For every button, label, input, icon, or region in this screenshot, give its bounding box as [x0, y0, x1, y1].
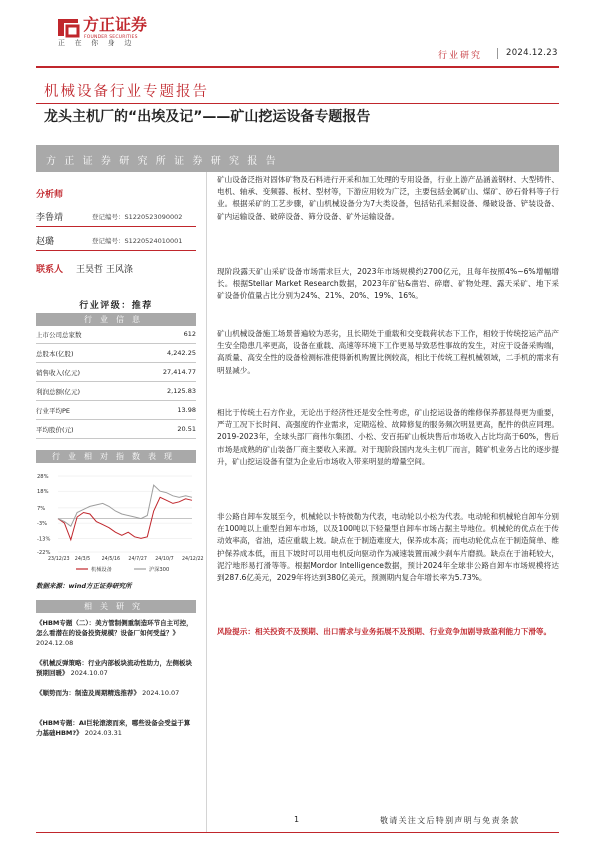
- slogan: 正在你身边: [58, 39, 141, 47]
- paragraph: 矿山设备泛指对固体矿物及石料进行开采和加工处理的专用设备，行业上游产品涵盖钢材、大型铸件、电机、轴承、变频器、板材、型材等，下游应用较为广泛，主要包括金属矿山、煤矿、砂石骨料等子行业。根据采矿的工艺步骤，矿山机械设备分为7大类设备，包括钻孔采掘设备、爆破设备、铲装设备、矿内运输设备、破碎设备、筛分设备、矿外运输设备。: [217, 175, 559, 221]
- info-key: 行业平均PE: [36, 407, 71, 415]
- info-row: [36, 384, 196, 401]
- chart-legend-label: 机械设备: [91, 567, 112, 573]
- info-value: 13.98: [177, 406, 196, 414]
- industry-rating: 行业评级：推荐: [79, 301, 153, 311]
- info-row: [36, 346, 196, 363]
- series-title: 机械设备行业专题报告: [44, 84, 209, 100]
- chart-x-tick: 24/3/5: [74, 557, 91, 562]
- analyst-reg: 登记编号：S1220524010001: [92, 237, 183, 245]
- relative-index-chart: [36, 470, 204, 578]
- chart-legend-label: 沪深300: [149, 567, 170, 573]
- info-key: 利润总额(亿元): [36, 388, 81, 396]
- report-title: 龙头主机厂的“出埃及记”——矿山挖运设备专题报告: [44, 109, 371, 125]
- info-value: 4,242.25: [167, 349, 196, 357]
- info-row: [36, 327, 196, 344]
- related-item-date: 2024.03.31: [84, 729, 122, 737]
- paragraph: 非公路自卸车发展至今，机械轮以卡特彼勒为代表，电动轮以小松为代表。电动轮和机械轮自卸车分别在100吨以上重型自卸车市场，以及100吨以下轻量型自卸车市场占据主导地位。机械轮的优点在于传动效率高，省油，适应重载上坡。缺点在于制造难度大，保养成本高；而电动轮优点在于制造简单、维护保养成本低，而且下坡时可以用电机反向驱动作为减速装置而减少刹车片磨损。缺点在于油耗较大，泥泞地形易打滑等等。根据Mordor Intelligence数据，预计2024年全球非公路自卸车市场规模将达到287.6亿美元，2029年将达到380亿美元，预测期内复合年增长率为5.73%。: [217, 512, 559, 583]
- info-row: [36, 422, 196, 439]
- related-item-title: 《HBM专题（二）：美方管制侧重制造环节自主可控，怎么看潜在的设备投资规模？设备厂如何受益？》: [36, 619, 193, 637]
- industry-info-title: 行业信息: [36, 313, 196, 326]
- related-item-date: 2024.12.08: [36, 639, 74, 647]
- chart-x-tick: 24/12/22: [182, 557, 204, 562]
- related-item: [36, 688, 196, 698]
- banner-text: 方正证券研究所证券研究报告: [46, 156, 284, 167]
- info-value: 20.51: [177, 425, 196, 433]
- chart-y-tick: -13%: [37, 536, 51, 543]
- chart-x-tick: 24/10/7: [155, 557, 174, 562]
- analyst-rule: [36, 226, 196, 227]
- chart-y-tick: 18%: [37, 489, 49, 496]
- info-value: 27,414.77: [162, 368, 196, 376]
- related-item-date: 2024.10.07: [142, 689, 180, 697]
- logo-mark-icon: [56, 16, 80, 38]
- related-item-title: 《顺势而为：制造及周期精选推荐》: [36, 689, 140, 697]
- chart-y-tick: 7%: [37, 505, 46, 512]
- title-rule: [36, 103, 559, 104]
- chart-y-tick: -22%: [37, 550, 51, 556]
- chart-x-tick: 24/7/27: [128, 557, 147, 562]
- chart-x-tick: 23/12/23: [48, 557, 70, 562]
- related-item: [36, 718, 196, 738]
- analyst-name: 赵璐: [36, 237, 55, 247]
- header-separator: [497, 48, 498, 59]
- chart-x-tick: 24/5/16: [101, 557, 121, 562]
- research-banner: [36, 145, 559, 172]
- footer-disclaimer: 敬请关注文后特别声明与免责条款: [380, 816, 520, 825]
- related-item-date: 2024.10.07: [70, 669, 108, 677]
- info-value: 2,125.83: [167, 387, 196, 395]
- info-row: [36, 365, 196, 382]
- report-type: 行业研究: [438, 51, 483, 61]
- info-value: 612: [183, 330, 196, 338]
- contact-names: 王昊哲 王风涤: [76, 265, 133, 275]
- paragraph: 矿山机械设备施工场景普遍较为恶劣，且长期处于重载和交变载荷状态下工作，相较于传统挖运产品产生安全隐患几率更高，设备在重载、高速等环境下工作更易导致恶性事故的发生，对应于设备采购端，高质量、高安全性的设备检测标准使得新机购置比例较高，相比于传统工程机械领域，二手机的需求有明显减少。: [217, 329, 559, 375]
- logo-text: 方正证券: [83, 15, 148, 34]
- info-row: [36, 403, 196, 420]
- analyst-label: 分析师: [36, 190, 64, 200]
- chart-y-tick: -3%: [37, 521, 48, 528]
- column-divider: [206, 172, 207, 832]
- info-key: 平均股价(元): [36, 426, 74, 434]
- info-key: 总股本(亿股): [36, 350, 74, 358]
- related-research-title: 相关研究: [36, 600, 196, 613]
- analyst-reg: 登记编号：S1220523090002: [92, 213, 183, 221]
- analyst-rule: [36, 250, 196, 251]
- related-item: [36, 658, 196, 678]
- report-date: 2024.12.23: [506, 48, 558, 58]
- related-item-title: 《机械反弹策略：行业内部板块流动性助力，左侧板块预期回暖》: [36, 659, 192, 677]
- chart-source: 数据来源：wind方正证券研究所: [36, 582, 132, 590]
- contact-label: 联系人: [36, 265, 64, 275]
- related-item-title: 《HBM专题：AI巨轮滚滚而来，哪些设备会受益于算力基础HBM?》: [36, 719, 191, 737]
- related-item: [36, 618, 196, 648]
- page-number: 1: [294, 815, 300, 824]
- footer-rule: [36, 832, 559, 833]
- paragraph: 相比于传统土石方作业，无论出于经济性还是安全性考虑，矿山挖运设备的维修保养都显得更为重要，严苛工况下长时间、高强度的作业需求，定期巡检、故障修复的服务频次明显更高，配件的供应同理。2019-2023年，全球头部厂商伟尔集团、小松、安百拓矿山板块售后市场收入占比均高于60%，售后市场是成熟的矿山装备厂商主要收入来源。对于现阶段国内龙头主机厂而言，随矿机业务占比的逐步提升，矿山挖运设备有望为企业后市场收入带来明显的增量空间。: [217, 408, 559, 466]
- chart-section-title: 行业相对指数表现: [36, 450, 196, 463]
- chart-y-tick: 28%: [37, 474, 49, 480]
- logo-subtext: FOUNDER SECURITIES: [84, 35, 138, 40]
- info-key: 销售收入(亿元): [36, 369, 81, 377]
- info-key: 上市公司总家数: [36, 331, 82, 339]
- analyst-name: 李鲁靖: [36, 213, 64, 223]
- paragraph: 现阶段露天矿山采矿设备市场需求巨大，2023年市场规模约2700亿元，且每年按照4%~6%增幅增长。根据Stellar Market Research数据，2023年矿钻&凿岩、碎磨、矿物处理、露天采矿、地下采矿设备价值量占比分别为24%、21%、20%、19%、16%。: [217, 267, 559, 301]
- header-rule: [36, 66, 559, 68]
- risk-warning: 风险提示：相关投资不及预期、出口需求与业务拓展不及预期、行业竞争加剧导致盈利能力下滑等。: [217, 627, 552, 636]
